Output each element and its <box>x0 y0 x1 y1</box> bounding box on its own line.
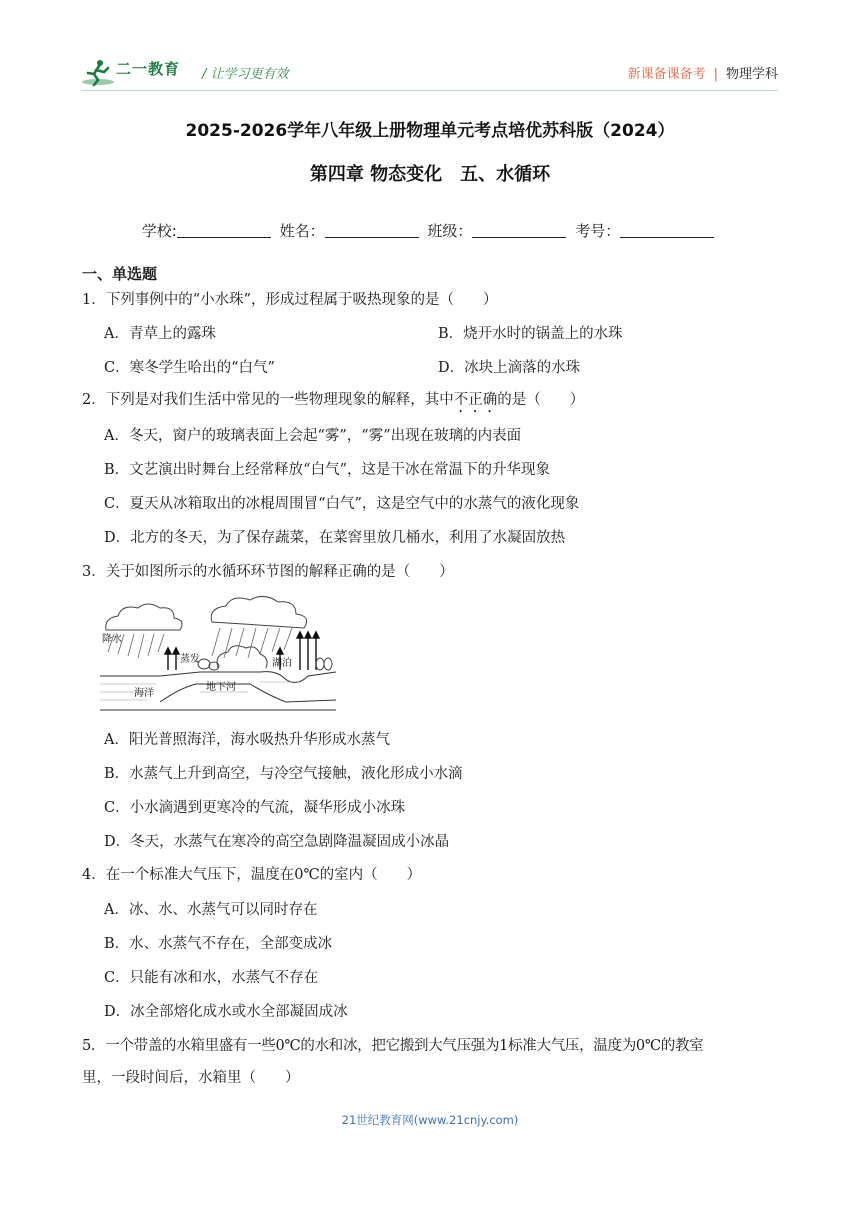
slogan: / 让学习更有效 <box>202 67 289 82</box>
question-4-option-a: A．冰、水、水蒸气可以同时存在 <box>104 902 318 918</box>
logo-text: 二一教育 <box>116 60 181 78</box>
question-4-option-d: D．冰全部熔化成水或水全部凝固成冰 <box>104 1004 348 1020</box>
question-3-stem: 3．关于如图所示的水循环环节图的解释正确的是（ ） <box>82 564 454 580</box>
header-tag-course: 新课备课备考 <box>627 67 706 82</box>
document-title: 2025-2026学年八年级上册物理单元考点培优苏科版（2024） <box>185 121 675 141</box>
question-2-option-b: B．文艺演出时舞台上经常释放“白气”，这是干冰在常温下的升华现象 <box>104 462 550 478</box>
question-3-option-d: D．冬天，水蒸气在寒冷的高空急剧降温凝固成小冰晶 <box>104 834 450 850</box>
chapter-title: 第四章 物态变化 五、水循环 <box>309 164 551 185</box>
figure-label-evaporation: 蒸发 <box>180 654 200 665</box>
question-1-option-d: D．冰块上滴落的水珠 <box>438 360 581 376</box>
figure-label-ocean: 海洋 <box>134 688 154 699</box>
question-2-stem-text: 2．下列是对我们生活中常见的一些物理现象的解释，其中 <box>82 392 454 408</box>
question-1-stem: 1．下列事例中的“小水珠”，形成过程属于吸热现象的是（ ） <box>82 292 498 308</box>
figure-label-lake: 湖泊 <box>272 658 292 669</box>
question-3-option-c: C．小水滴遇到更寒冷的气流，凝华形成小冰珠 <box>104 800 406 816</box>
header-divider <box>82 90 778 91</box>
question-3-option-b: B．水蒸气上升到高空，与冷空气接触，液化形成小水滴 <box>104 766 463 782</box>
footer-source: 21世纪教育网(www.21cnjy.com) <box>341 1113 519 1127</box>
question-1-option-c: C．寒冬学生哈出的“白气” <box>104 360 275 376</box>
figure-label-underground-river: 地下河 <box>206 682 236 693</box>
question-4-stem: 4．在一个标准大气压下，温度在0℃的室内（ ） <box>82 867 422 883</box>
class-blank <box>472 223 566 238</box>
question-5-stem-line-2: 里，一段时间后，水箱里（ ） <box>82 1070 300 1086</box>
water-cycle-figure <box>100 592 336 722</box>
page-header <box>82 52 778 92</box>
class-label: 班级： <box>427 222 473 240</box>
number-blank <box>620 223 714 238</box>
question-2-option-a: A．冬天，窗户的玻璃表面上会起“雾”，“雾”出现在玻璃的内表面 <box>104 428 522 444</box>
name-label: 姓名： <box>279 222 325 240</box>
school-label: 学校: <box>141 222 177 240</box>
question-4-option-c: C．只能有冰和水，水蒸气不存在 <box>104 970 319 986</box>
student-info-line <box>0 220 860 241</box>
name-blank <box>325 223 419 238</box>
question-2-option-c: C．夏天从冰箱取出的冰棍周围冒“白气”，这是空气中的水蒸气的液化现象 <box>104 496 580 512</box>
question-2-stem <box>82 388 782 416</box>
question-2-option-d: D．北方的冬天，为了保存蔬菜，在菜窖里放几桶水，利用了水凝固放热 <box>104 530 566 546</box>
question-3-option-a: A．阳光普照海洋，海水吸热升华形成水蒸气 <box>104 732 390 748</box>
question-2-stem-end: 的是（ ） <box>497 392 585 408</box>
school-blank <box>177 223 271 238</box>
header-tag-subject: 物理学科 <box>725 67 778 82</box>
section-heading: 一、单选题 <box>82 265 158 283</box>
header-separator: | <box>713 67 718 82</box>
question-1-option-b: B．烧开水时的锅盖上的水珠 <box>438 326 623 342</box>
figure-label-rain: 降水 <box>102 634 122 645</box>
question-2-emphasis: 不正确 <box>453 392 498 408</box>
question-1-option-a: A．青草上的露珠 <box>104 326 216 342</box>
header-tags <box>628 63 778 82</box>
number-label: 考号： <box>575 222 621 240</box>
question-4-option-b: B．水、水蒸气不存在，全部变成冰 <box>104 936 333 952</box>
question-5-stem-line-1: 5．一个带盖的水箱里盛有一些0℃的水和冰，把它搬到大气压强为1标准大气压，温度为0℃的教室 <box>82 1038 704 1054</box>
